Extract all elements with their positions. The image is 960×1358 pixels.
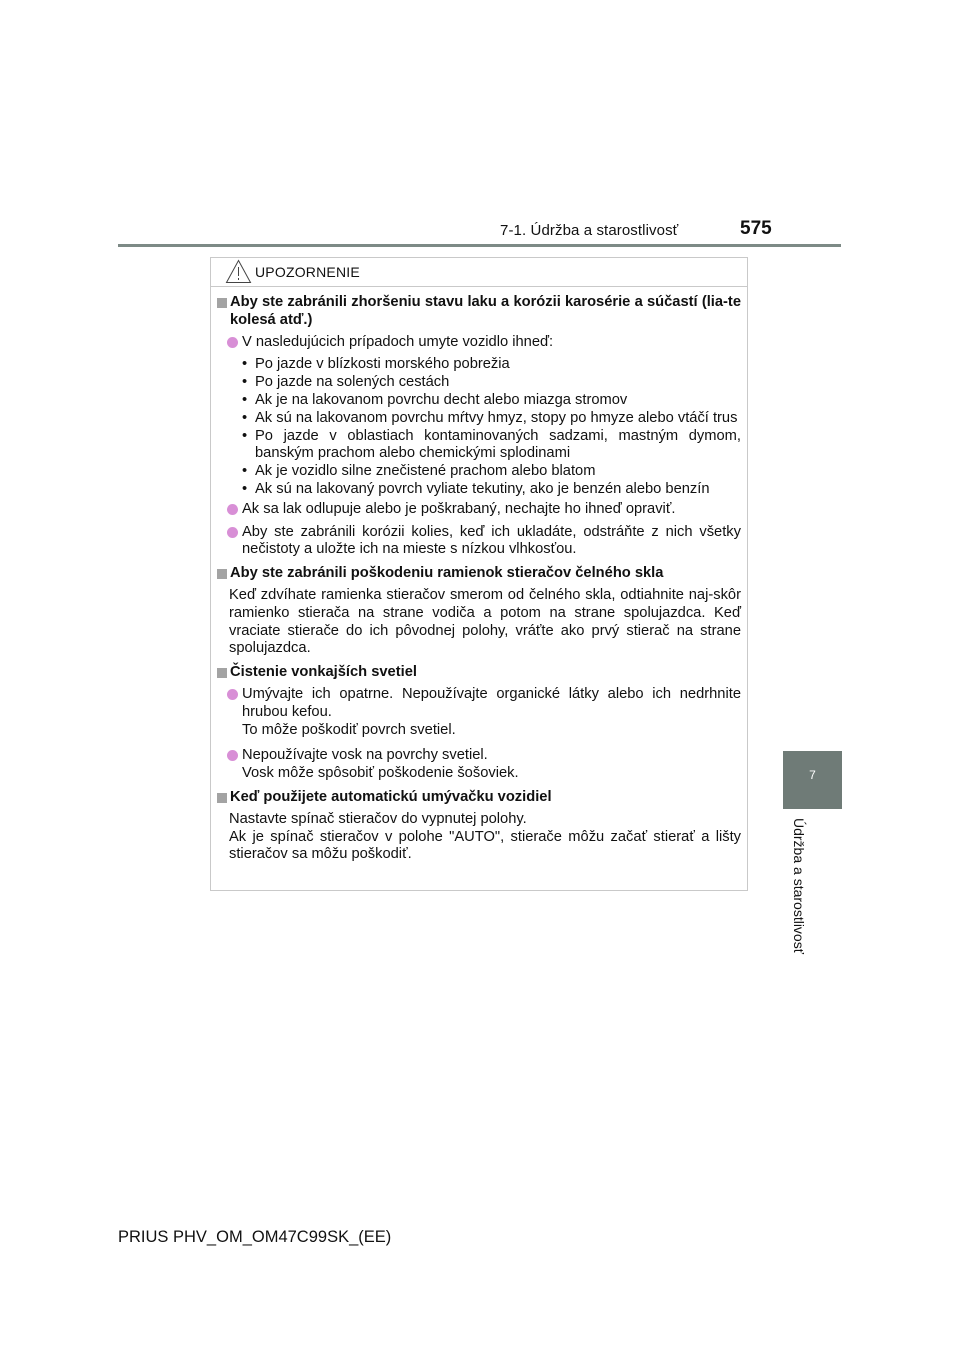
- sub-item-text: Ak je na lakovanom povrchu decht alebo miazga stromov: [255, 391, 628, 408]
- bullet-text: Umývajte ich opatrne. Nepoužívajte organické látky alebo ich nedrhnite hrubou kefou.: [242, 685, 741, 720]
- bullet-dot-icon: [227, 527, 238, 538]
- header-rule: [118, 244, 841, 247]
- section-paragraph: [211, 811, 747, 864]
- sub-item-text: Po jazde v blízkosti morského pobrežia: [255, 356, 510, 373]
- chapter-title: 7-1. Údržba a starostlivosť: [500, 222, 679, 239]
- section-heading: [211, 789, 747, 807]
- sub-item-text: Po jazde v oblastiach kontaminovaných sadzami, mastným dymom, banským prachom alebo chemickými splodinami: [255, 427, 741, 462]
- warning-box: [210, 257, 748, 891]
- chapter-tab-number: 7: [809, 768, 816, 782]
- sub-bullet-icon: •: [242, 374, 248, 391]
- sub-item-text: Ak sú na lakovaný povrch vyliate tekutiny, ako je benzén alebo benzín: [255, 480, 710, 497]
- bullet-dot-icon: [227, 750, 238, 761]
- bullet-dot-icon: [227, 337, 238, 348]
- sub-item-text: Po jazde na solených cestách: [255, 374, 450, 391]
- bullet-item: [211, 524, 747, 560]
- bullet-text-note: To môže poškodiť povrch svetiel.: [242, 721, 456, 738]
- section-heading: [211, 664, 747, 682]
- section-heading: [211, 565, 747, 583]
- sub-bullet-icon: •: [242, 480, 248, 497]
- sub-item: [211, 374, 747, 392]
- sub-item: [211, 428, 747, 464]
- document-code: PRIUS PHV_OM_OM47C99SK_(EE): [118, 1228, 392, 1246]
- section-title: Aby ste zabránili zhoršeniu stavu laku a korózii karosérie a súčastí (lia-te kolesá atď.): [230, 294, 741, 328]
- sub-item: [211, 481, 747, 499]
- bullet-item: [211, 334, 747, 352]
- sub-bullet-icon: •: [242, 391, 248, 408]
- bullet-dot-icon: [227, 504, 238, 515]
- page-number: 575: [740, 218, 772, 239]
- section-heading: [211, 294, 747, 330]
- square-marker-icon: [217, 668, 227, 678]
- bullet-text: Aby ste zabránili korózii kolies, keď ich ukladáte, odstráňte z nich všetky nečistoty a uložte ich na mieste s nízkou vlhkosťou.: [242, 523, 741, 558]
- bullet-item: [211, 747, 747, 783]
- section-title: Keď použijete automatickú umývačku vozidiel: [230, 788, 552, 805]
- bullet-dot-icon: [227, 689, 238, 700]
- sub-bullet-icon: •: [242, 409, 248, 426]
- sub-bullet-icon: •: [242, 356, 248, 373]
- sub-item: [211, 463, 747, 481]
- square-marker-icon: [217, 569, 227, 579]
- bullet-item: [211, 501, 747, 519]
- bullet-item: [211, 686, 747, 739]
- bullet-text: Nepoužívajte vosk na povrchy svetiel.: [242, 747, 488, 764]
- warning-label: UPOZORNENIE: [255, 264, 360, 280]
- bullet-text-note: Vosk môže spôsobiť poškodenie šošoviek.: [242, 765, 519, 782]
- chapter-tab-label: Údržba a starostlivosť: [791, 818, 807, 954]
- warning-content: [211, 294, 747, 869]
- sub-list: [211, 356, 747, 498]
- square-marker-icon: [217, 298, 227, 308]
- section-title: Čistenie vonkajších svetiel: [230, 664, 417, 681]
- warning-triangle-icon: [225, 259, 252, 284]
- section-paragraph: Keď zdvíhate ramienka stieračov smerom od čelného skla, odtiahnite naj-skôr ramienko stierača na strane vodiča a potom na strane spolujazdca. Keď vraciate stierače do ich pôvodnej polohy, vráťte ako prvý stierač na strane spolujazdca.: [229, 586, 741, 657]
- square-marker-icon: [217, 793, 227, 803]
- sub-item: [211, 356, 747, 374]
- sub-item: [211, 392, 747, 410]
- warning-header: [211, 258, 747, 287]
- sub-item-text: Ak je vozidlo silne znečistené prachom alebo blatom: [255, 463, 596, 480]
- section-title: Aby ste zabránili poškodeniu ramienok stieračov čelného skla: [230, 565, 664, 582]
- sub-bullet-icon: •: [242, 427, 248, 444]
- paragraph-line: Nastavte spínač stieračov do vypnutej polohy.: [229, 810, 527, 827]
- bullet-text: Ak sa lak odlupuje alebo je poškrabaný, nechajte ho ihneď opraviť.: [242, 500, 676, 517]
- sub-item: [211, 410, 747, 428]
- bullet-text: V nasledujúcich prípadoch umyte vozidlo ihneď:: [242, 333, 554, 350]
- sub-bullet-icon: •: [242, 463, 248, 480]
- paragraph-line: Ak je spínač stieračov v polohe "AUTO", stierače môžu začať stierať a lišty stieračov sa môžu poškodiť.: [229, 828, 741, 863]
- sub-item-text: Ak sú na lakovanom povrchu mŕtvy hmyz, stopy po hmyze alebo vtáčí trus: [255, 409, 738, 426]
